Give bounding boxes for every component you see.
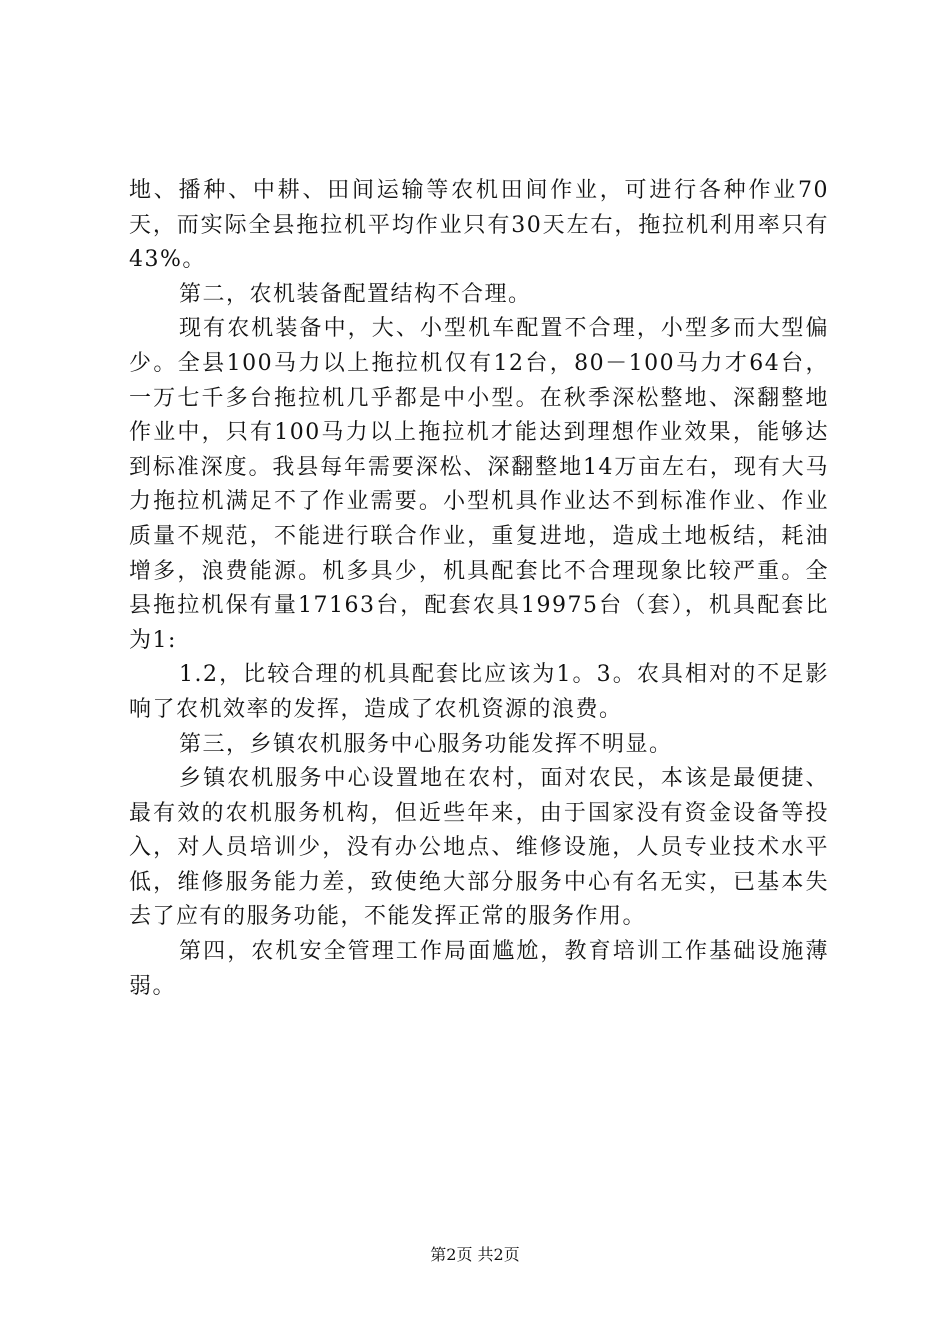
paragraph-heading-fourth: 第四，农机安全管理工作局面尴尬，教育培训工作基础设施薄弱。 xyxy=(129,939,829,999)
page-number-label: 第2页 共2页 xyxy=(430,1245,520,1264)
paragraph-heading-third: 第三，乡镇农机服务中心服务功能发挥不明显。 xyxy=(179,731,673,757)
paragraph-tractor-usage: 地、播种、中耕、田间运输等农机田间作业，可进行各种作业70天，而实际全县拖拉机平均作业只有30天左右，拖拉机利用率只有43%。 xyxy=(129,178,829,273)
paragraph-service-center: 乡镇农机服务中心设置地在农村，面对农民，本该是最便捷、最有效的农机服务机构，但近些年来，由于国家没有资金设备等投入，对人员培训少，没有办公地点、维修设施，人员专业技术水平低，维修服务能力差，致使绝大部分服务中心有名无实，已基本失去了应有的服务功能，不能发挥正常的服务作用。 xyxy=(129,766,829,930)
paragraph-equipment-structure: 现有农机装备中，大、小型机车配置不合理，小型多而大型偏少。全县100马力以上拖拉机仅有12台，80－100马力才64台，一万七千多台拖拉机几乎都是中小型。在秋季深松整地、深翻整地作业中，只有100马力以上拖拉机才能达到理想作业效果，能够达到标准深度。我县每年需要深松、深翻整地14万亩左右，现有大马力拖拉机满足不了作业需要。小型机具作业达不到标准作业、作业质量不规范，不能进行联合作业，重复进地，造成土地板结，耗油增多，浪费能源。机多具少，机具配套比不合理现象比较严重。全县拖拉机保有量17163台，配套农具19975台（套），机具配套比为1: xyxy=(129,316,829,653)
paragraph-equipment-ratio: 1.2，比较合理的机具配套比应该为1。3。农具相对的不足影响了农机效率的发挥，造成了农机资源的浪费。 xyxy=(129,662,829,722)
document-body xyxy=(129,174,829,1004)
paragraph-heading-second: 第二，农机装备配置结构不合理。 xyxy=(179,281,532,307)
page-footer xyxy=(0,1244,950,1266)
